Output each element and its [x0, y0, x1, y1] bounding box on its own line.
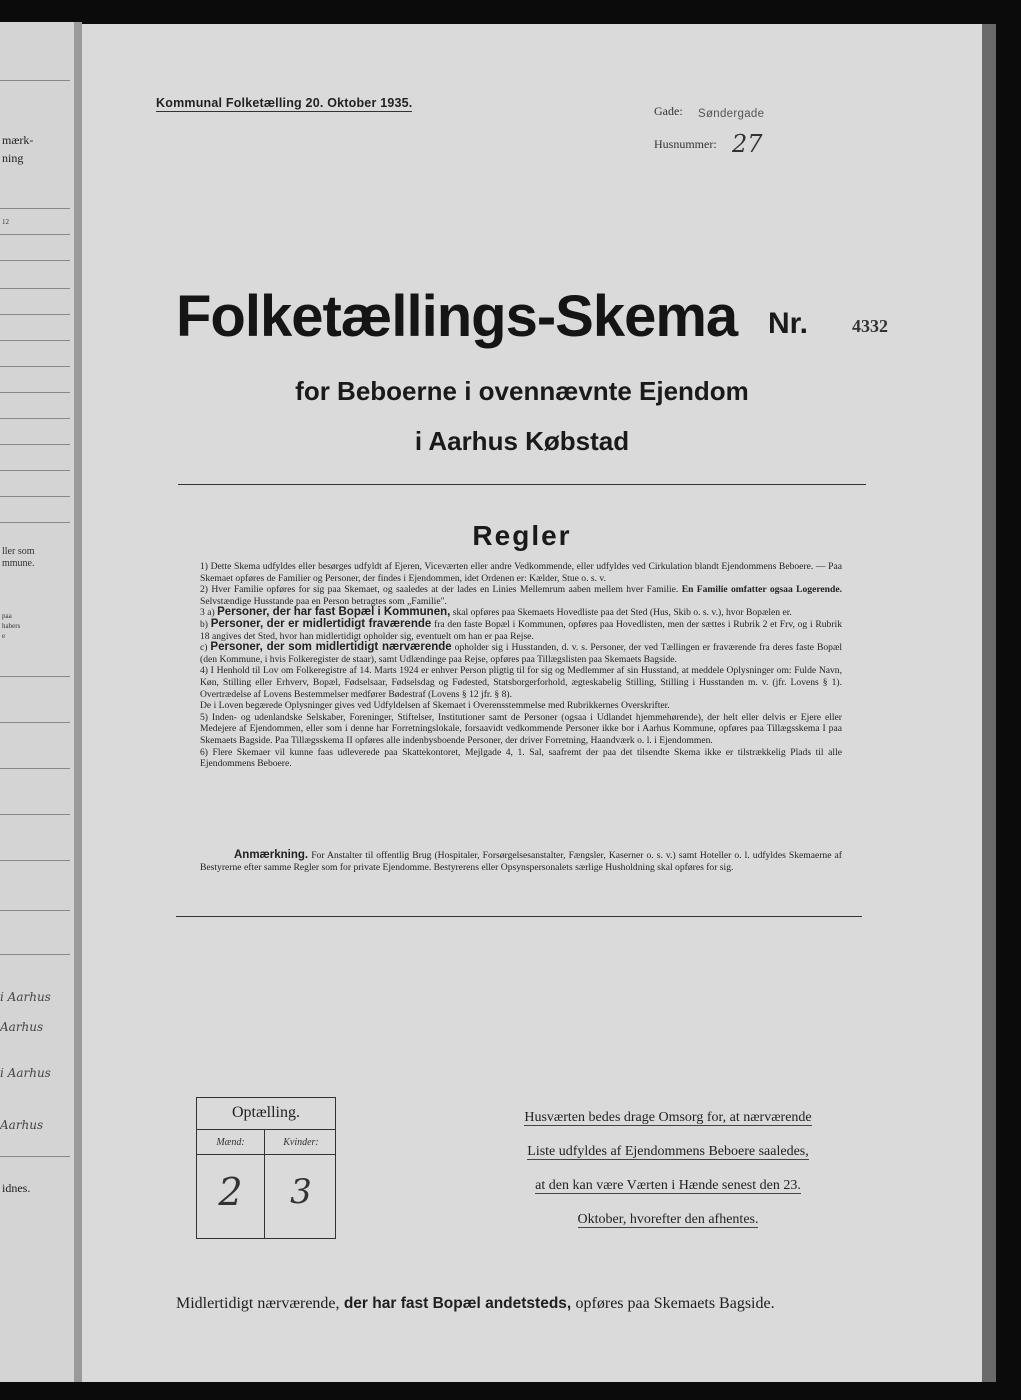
footer-note: [176, 1295, 866, 1313]
rule-6: 6) Flere Skemaer vil kunne faas udleverede paa Skattekontoret, Mejlgade 4, 1. Sal, saafremt der paa det tilsendte Skema ikke er tilstrækkelig Plads til alle Ejendommens Beboere.: [200, 746, 842, 770]
rule-4: 4) I Henhold til Lov om Folkeregistre af 14. Marts 1924 er enhver Person pligtig til for sig og Medlemmer af sin Husstand, at meddele Oplysninger om: Fulde Navn, Køn, Stilling eller Erhverv, Bopæl, Fødselsaar, Fødselsdag og Fødested, Statsborgerforhold, ægteskabelig Stilling, Stilling i Husstanden m. v. (jfr. Lovens § 1). Overtrædelse af Lovens Bestemmelser medfører Bødestraf (Lovens § 12 jfr. § 8).: [200, 665, 842, 700]
rule-3c: c) Personer, der som midlertidigt nærværende opholder sig i Husstanden, d. v. s. Personer, der ved Tællingen er fraværende fra deres faste Bopæl (den Kommune, i hvis Folkeregister de staar), samt Udlændinge paa Rejse, opføres paa Tillægslisten paa Skemaets Bagside.: [200, 641, 843, 665]
street-value: Søndergade: [698, 108, 765, 120]
ruled-line: [0, 722, 70, 723]
form-title: Folketællings-Skema: [176, 284, 738, 349]
rule-3a: 3 a) Personer, der har fast Bopæl i Kommunen, skal opføres paa Skemaets Hovedliste paa det Sted (Hus, Skib o. s. v.), hvor Bopælen er.: [200, 606, 792, 619]
left-fragment: ning: [2, 151, 24, 165]
count-box-divider: [197, 1154, 335, 1155]
rules-text: [200, 561, 842, 770]
ruled-line: [0, 676, 70, 677]
handwritten-fragment: Aarhus: [0, 1020, 44, 1034]
left-fragment: paa: [2, 612, 12, 620]
ruled-line: [0, 860, 70, 861]
rules-heading: Regler: [472, 520, 572, 551]
left-fragment: 12: [2, 218, 9, 226]
form-number: 4332: [852, 316, 888, 336]
divider-line: [178, 484, 866, 485]
notice-line: at den kan være Værten i Hænde senest den 23.: [535, 1178, 801, 1193]
men-count: 2: [218, 1170, 243, 1214]
count-box: [196, 1097, 336, 1239]
number-label: Nr.: [768, 307, 809, 340]
notice-line: Oktober, hvorefter den afhentes.: [577, 1212, 759, 1227]
men-label: Mænd:: [216, 1137, 245, 1148]
page-stack-edge: [982, 24, 996, 1382]
book-gutter: [74, 22, 82, 1382]
ruled-line: [0, 1156, 70, 1157]
handwritten-fragment: i Aarhus: [0, 990, 51, 1004]
left-fragment: idnes.: [2, 1181, 31, 1195]
rule-5: 5) Inden- og udenlandske Selskaber, Foreninger, Stiftelser, Institutioner samt de Personer (ogsaa i Udlandet hjemmehørende), der helt eller delvis er Ejere eller Medejere af Ejendommen, eller som i denne har Forretningslokale, forsaavidt vedkommende Personer ikke bor i Aarhus Kommune, opføres paa Tillægsskema I paa Skemaets Bagside. Paa Tillægsskema II opføres alle indenbysboende Personer, der driver Forretning, Haandværk o. l. i Ejendommen.: [200, 711, 842, 746]
ruled-line: [0, 366, 70, 367]
rule-3b: b) Personer, der er midlertidigt fraværende fra den faste Bopæl i Kommunen, opføres paa Hovedlisten, men der sættes i Rubrik 2 et Frv, og i Rubrik 18 angives det Sted, hvor han midlertidigt opholder sig, eventuelt om han er paa Rejse.: [200, 617, 843, 642]
rule-1: 1) Dette Skema udfyldes eller besørges udfyldt af Ejeren, Viceværten eller andre Vedkommende, eller udfyldes ved Cirkulation blandt Ejendommens Beboere. — Paa Skemaet opføres de Familier og Personer, der findes i Ejendommen, idet Ordenen er: Kælder, Stue o. s. v.: [200, 561, 842, 584]
left-fragment: mærk-: [2, 133, 34, 147]
ruled-line: [0, 496, 70, 497]
house-number-label: Husnummer:: [654, 137, 717, 151]
ruled-line: [0, 340, 70, 341]
notice-line: Liste udfyldes af Ejendommens Beboere saaledes,: [527, 1144, 809, 1159]
remark-label: Anmærkning.: [234, 849, 309, 861]
ruled-line: [0, 954, 70, 955]
ruled-line: [0, 234, 70, 235]
left-fragment: mmune.: [2, 558, 35, 569]
divider-line: [176, 916, 862, 917]
ruled-line: [0, 314, 70, 315]
left-fragment: habers: [2, 622, 21, 630]
rule-4b: De i Loven begærede Oplysninger gives ved Udfyldelsen af Skemaet i Overensstemmelse med Rubrikkernes Overskrifter.: [200, 700, 670, 712]
ruled-line: [0, 80, 70, 81]
form-subtitle: for Beboerne i ovennævnte Ejendom: [295, 376, 749, 406]
ruled-line: [0, 208, 70, 209]
ruled-line: [0, 768, 70, 769]
left-fragment: e: [2, 632, 6, 640]
rule-2: 2) Hver Familie opføres for sig paa Skemaet, og saaledes at der lades en Linies Mellemrum aaben mellem hver Familie. En Familie omfatter ogsaa Logerende. Selvstændige Husstande paa en Person betragtes som „Familie".: [200, 584, 843, 607]
ruled-line: [0, 522, 70, 523]
ruled-line: [0, 470, 70, 471]
remark-text: For Anstalter til offentlig Brug (Hospitaler, Forsørgelsesanstalter, Fængsler, Kaserner o. s. v.) samt Hoteller o. l. udfyldes Skemaerne af Bestyrerne efter samme Regler som for private Ejendomme. Bestyrerens eller Opsynspersonalets særlige Husholdning skal opføres for sig.: [200, 850, 842, 873]
women-label: Kvinder:: [283, 1137, 319, 1148]
house-number-value: 27: [732, 130, 763, 158]
count-box-title: Optælling.: [231, 1104, 300, 1121]
ruled-line: [0, 814, 70, 815]
remark-paragraph: [200, 850, 842, 874]
women-count: 3: [290, 1172, 312, 1212]
street-label: Gade:: [654, 104, 683, 118]
ruled-line: [0, 444, 70, 445]
form-subtitle-location: i Aarhus Købstad: [414, 426, 630, 456]
count-box-divider: [197, 1129, 335, 1130]
handwritten-fragment: i Aarhus: [0, 1066, 51, 1080]
footer-part: Midlertidigt nærværende,: [176, 1295, 340, 1312]
ruled-line: [0, 392, 70, 393]
previous-page-edge: [0, 22, 74, 1382]
handwritten-fragment: Aarhus: [0, 1118, 44, 1132]
left-fragment: ller som: [2, 546, 35, 557]
census-title: Kommunal Folketælling 20. Oktober 1935.: [156, 96, 413, 110]
footer-part-bold: der har fast Bopæl andetsteds,: [343, 1295, 572, 1312]
ruled-line: [0, 910, 70, 911]
landlord-notice: [492, 1109, 844, 1229]
ruled-line: [0, 260, 70, 261]
ruled-line: [0, 418, 70, 419]
notice-line: Husværten bedes drage Omsorg for, at nærværende: [524, 1110, 812, 1125]
ruled-line: [0, 288, 70, 289]
footer-part: opføres paa Skemaets Bagside.: [575, 1295, 775, 1312]
